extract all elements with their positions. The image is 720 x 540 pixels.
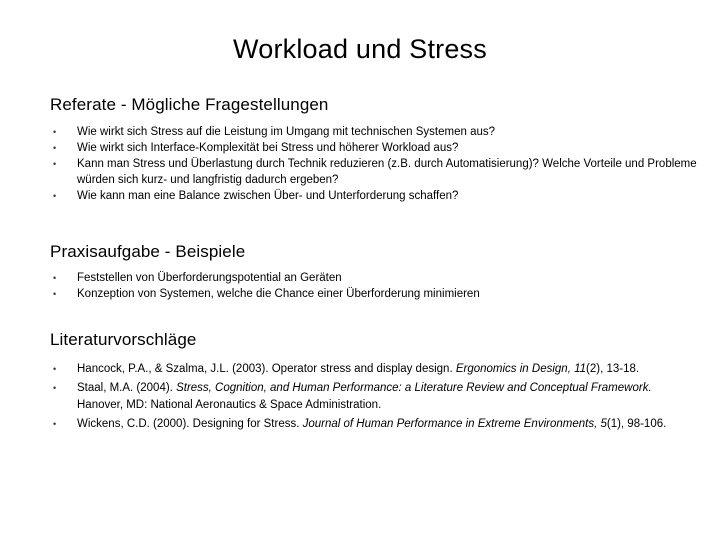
list-item: • Konzeption von Systemen, welche die Chance einer Überforderung minimieren <box>50 286 700 302</box>
section-heading-praxis: Praxisaufgabe - Beispiele <box>50 242 246 261</box>
slide-title: Workload und Stress <box>233 34 487 64</box>
reference-authors: Wickens, C.D. (2000). Designing for Stress. <box>77 418 303 430</box>
list-item: • Wie kann man eine Balance zwischen Über- und Unterforderung schaffen? <box>50 188 700 204</box>
reference-authors: Staal, M.A. (2004). <box>77 382 177 394</box>
reference-item <box>50 361 700 378</box>
section-heading-referate: Referate - Mögliche Fragestellungen <box>50 95 329 114</box>
reference-item <box>50 380 700 414</box>
section-literatur <box>50 330 700 435</box>
reference-details: (2), 13-18. <box>586 363 640 375</box>
praxis-list <box>50 270 700 302</box>
reference-source: Ergonomics in Design, 11 <box>455 363 587 375</box>
list-item: • Feststellen von Überforderungspotential an Geräten <box>50 270 700 286</box>
literatur-list <box>50 361 700 433</box>
section-heading-literatur: Literaturvorschläge <box>50 330 197 349</box>
reference-details: Hanover, MD: National Aeronautics & Space Administration. <box>77 399 382 411</box>
reference-source: Journal of Human Performance in Extreme Environments, 5 <box>302 418 607 430</box>
reference-source: Stress, Cognition, and Human Performance: a Literature Review and Conceptual Framework. <box>176 382 652 394</box>
reference-item <box>50 416 700 433</box>
list-item: • Wie wirkt sich Stress auf die Leistung im Umgang mit technischen Systemen aus? <box>50 124 700 140</box>
section-referate <box>50 95 700 204</box>
reference-details: (1), 98-106. <box>606 418 667 430</box>
referate-list <box>50 124 700 204</box>
list-item: • Wie wirkt sich Interface-Komplexität bei Stress und höherer Workload aus? <box>50 140 700 156</box>
section-praxis <box>50 242 700 302</box>
list-item: • Kann man Stress und Überlastung durch Technik reduzieren (z.B. durch Automatisierung)? Welche Vorteile und Probleme würden sich kurz- und langfristig dadurch ergeben? <box>50 156 700 188</box>
reference-authors: Hancock, P.A., & Szalma, J.L. (2003). Operator stress and display design. <box>77 363 456 375</box>
